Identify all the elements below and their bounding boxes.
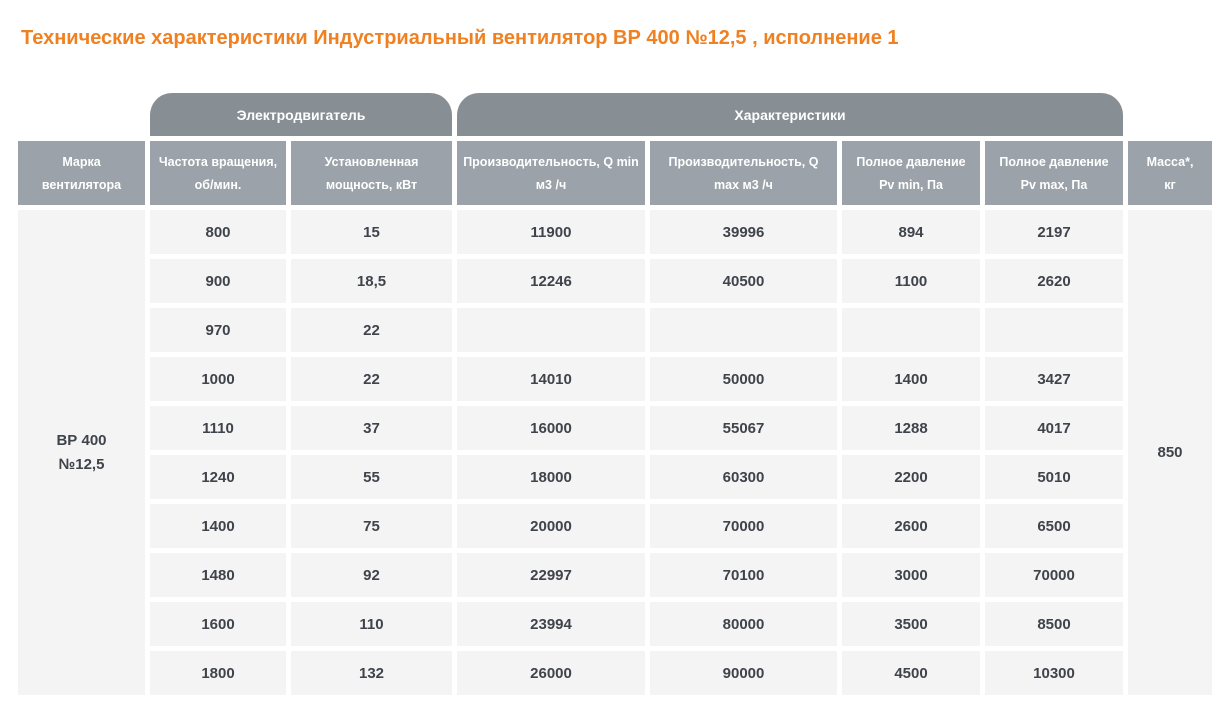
table-cell: 70000	[985, 553, 1123, 597]
column-header-line: max м3 /ч	[714, 177, 773, 192]
table-cell: 60300	[650, 455, 837, 499]
fan-brand-line: №12,5	[58, 456, 105, 473]
table-cell: 18000	[457, 455, 645, 499]
column-header-line: Pv max, Па	[1020, 177, 1088, 192]
table-cell: 14010	[457, 357, 645, 401]
table-cell: 3500	[842, 602, 980, 646]
column-header-line: Масса*,	[1146, 154, 1194, 169]
table-cell: 22	[291, 308, 452, 352]
table-cell: 70000	[650, 504, 837, 548]
table-cell: 90000	[650, 651, 837, 695]
column-header-line: Марка	[62, 154, 101, 169]
column-header-line: Полное давление	[856, 154, 966, 169]
table-cell: 900	[150, 259, 286, 303]
column-header-line: кг	[1164, 177, 1176, 192]
table-cell: 22997	[457, 553, 645, 597]
table-cell: 110	[291, 602, 452, 646]
column-header-line: Установленная	[324, 154, 419, 169]
table-cell: 12246	[457, 259, 645, 303]
column-header-line: мощность, кВт	[325, 177, 418, 192]
fan-brand-cell	[18, 210, 145, 695]
table-cell: 39996	[650, 210, 837, 254]
column-header-line: вентилятора	[41, 177, 122, 192]
table-cell: 55	[291, 455, 452, 499]
column-header-line: Полное давление	[999, 154, 1109, 169]
table-cell	[457, 308, 645, 352]
table-cell: 10300	[985, 651, 1123, 695]
table-cell: 2620	[985, 259, 1123, 303]
table-cell: 92	[291, 553, 452, 597]
page-title: Технические характеристики Индустриальный вентилятор ВР 400 №12,5 , исполнение 1	[21, 27, 899, 49]
column-header	[650, 141, 837, 205]
table-cell: 16000	[457, 406, 645, 450]
table-cell: 1600	[150, 602, 286, 646]
column-header	[18, 141, 145, 205]
table-cell: 22	[291, 357, 452, 401]
table-cell: 1400	[150, 504, 286, 548]
fan-brand-line: ВР 400	[56, 432, 107, 449]
table-cell: 5010	[985, 455, 1123, 499]
column-header-line: об/мин.	[194, 177, 242, 192]
table-cell: 970	[150, 308, 286, 352]
group-header-characteristics: Характеристики	[457, 93, 1123, 136]
table-cell: 11900	[457, 210, 645, 254]
table-cell: 1400	[842, 357, 980, 401]
table-cell: 4017	[985, 406, 1123, 450]
table-cell: 4500	[842, 651, 980, 695]
table-cell: 15	[291, 210, 452, 254]
table-cell	[985, 308, 1123, 352]
table-cell: 3427	[985, 357, 1123, 401]
table-cell: 18,5	[291, 259, 452, 303]
table-cell: 2197	[985, 210, 1123, 254]
table-cell: 2200	[842, 455, 980, 499]
table-cell: 894	[842, 210, 980, 254]
table-cell	[650, 308, 837, 352]
table-cell: 50000	[650, 357, 837, 401]
table-cell: 132	[291, 651, 452, 695]
table-cell: 37	[291, 406, 452, 450]
table-cell: 40500	[650, 259, 837, 303]
table-cell: 75	[291, 504, 452, 548]
table-cell: 70100	[650, 553, 837, 597]
group-header-motor: Электродвигатель	[150, 93, 452, 136]
table-cell	[842, 308, 980, 352]
column-header-line: Производительность, Q min	[463, 154, 639, 169]
column-header	[1128, 141, 1212, 205]
column-header	[150, 141, 286, 205]
table-cell: 1288	[842, 406, 980, 450]
table-cell: 1110	[150, 406, 286, 450]
table-cell: 8500	[985, 602, 1123, 646]
column-header	[457, 141, 645, 205]
table-cell: 26000	[457, 651, 645, 695]
table-cell: 1800	[150, 651, 286, 695]
table-cell: 55067	[650, 406, 837, 450]
table-cell: 1480	[150, 553, 286, 597]
table-cell: 6500	[985, 504, 1123, 548]
table-cell: 1100	[842, 259, 980, 303]
mass-value-cell: 850	[1128, 210, 1212, 695]
table-cell: 1240	[150, 455, 286, 499]
table-cell: 23994	[457, 602, 645, 646]
table-cell: 20000	[457, 504, 645, 548]
spec-table	[18, 93, 1212, 695]
column-header	[842, 141, 980, 205]
column-header	[985, 141, 1123, 205]
table-cell: 800	[150, 210, 286, 254]
table-cell: 1000	[150, 357, 286, 401]
table-cell: 3000	[842, 553, 980, 597]
column-header	[291, 141, 452, 205]
column-header-line: Pv min, Па	[879, 177, 943, 192]
column-header-line: м3 /ч	[535, 177, 567, 192]
table-cell: 2600	[842, 504, 980, 548]
column-header-line: Производительность, Q	[668, 154, 819, 169]
table-cell: 80000	[650, 602, 837, 646]
column-header-line: Частота вращения,	[158, 154, 278, 169]
